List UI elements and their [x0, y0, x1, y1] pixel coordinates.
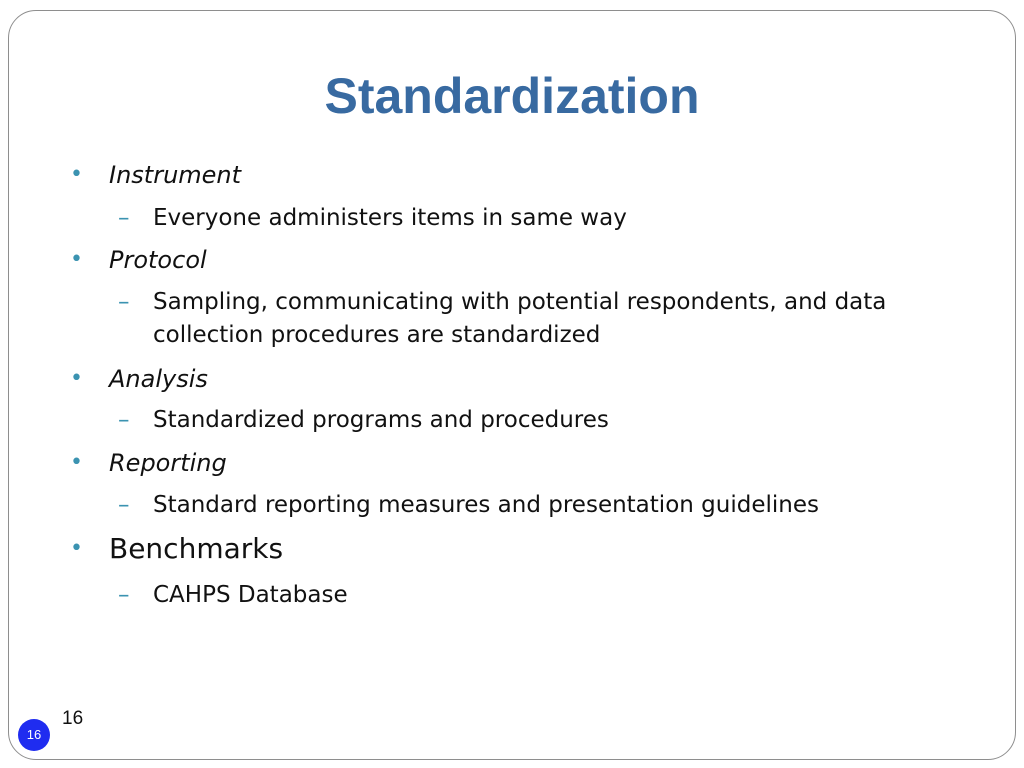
bullet-label: Instrument [109, 161, 242, 189]
sub-item-text: Standardized programs and procedures [153, 407, 609, 433]
dash-icon: – [118, 289, 130, 315]
sub-item-text: Sampling, communicating with potential respondents, and data collection procedures are standardized [153, 289, 887, 348]
slide-title: Standardization [324, 68, 700, 124]
bullet-label: Analysis [109, 365, 208, 393]
bullet-icon: • [70, 366, 83, 391]
bullet-label: Reporting [109, 449, 227, 477]
sub-item-text: CAHPS Database [153, 582, 348, 608]
bullet-icon: • [70, 536, 83, 561]
sub-item-text: Standard reporting measures and presentation guidelines [153, 492, 819, 518]
sub-item-text: Everyone administers items in same way [153, 205, 627, 231]
dash-icon: – [118, 582, 130, 608]
page-number: 16 [62, 708, 84, 729]
bullet-label: Protocol [109, 246, 207, 274]
page-badge: 16 [18, 719, 50, 751]
bullet-label: Benchmarks [109, 532, 284, 565]
dash-icon: – [118, 492, 130, 518]
bullet-icon: • [70, 162, 83, 187]
dash-icon: – [118, 205, 130, 231]
bullet-icon: • [70, 247, 83, 272]
dash-icon: – [118, 407, 130, 433]
bullet-icon: • [70, 450, 83, 475]
